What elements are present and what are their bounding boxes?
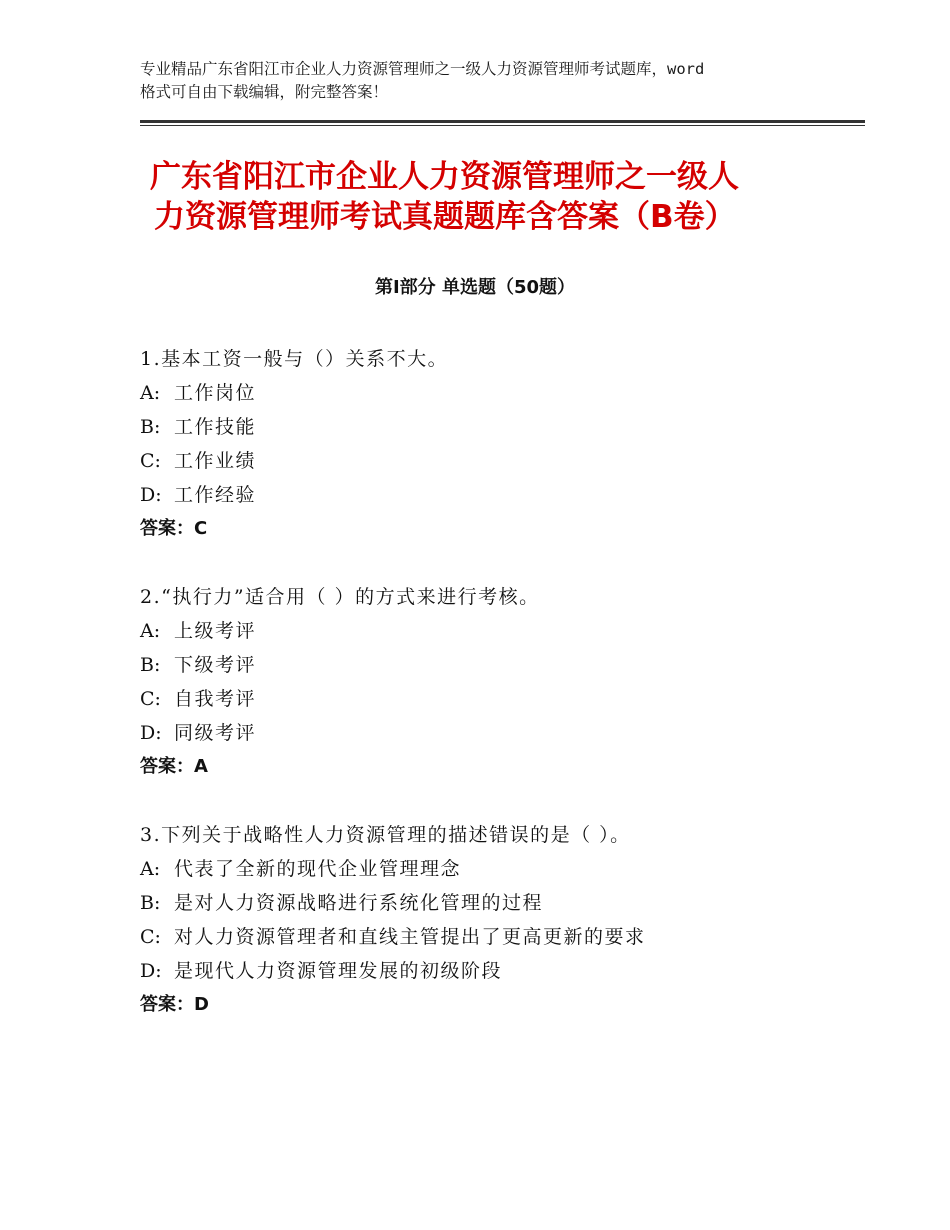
question-3 <box>140 818 880 1022</box>
option-label: D: <box>140 960 162 982</box>
option-d <box>140 716 880 750</box>
option-label: D: <box>140 484 162 506</box>
option-label: B: <box>140 416 161 438</box>
answer-line: 答案：D <box>140 994 209 1015</box>
document-title-line-2: 力资源管理师考试真题题库含答案（B卷） <box>154 199 736 235</box>
option-c <box>140 920 880 954</box>
option-b <box>140 648 880 682</box>
option-text: 是现代人力资源管理发展的初级阶段 <box>174 960 503 982</box>
header-divider-thick <box>140 120 865 123</box>
option-d <box>140 478 880 512</box>
option-label: C: <box>140 926 161 948</box>
option-label: B: <box>140 654 161 676</box>
option-text: 工作岗位 <box>174 382 257 404</box>
option-text: 工作业绩 <box>174 450 257 472</box>
option-text: 代表了全新的现代企业管理理念 <box>174 858 462 880</box>
option-label: C: <box>140 688 161 710</box>
option-label: B: <box>140 892 161 914</box>
question-stem: 1.基本工资一般与（）关系不大。 <box>140 348 449 370</box>
option-text: 下级考评 <box>174 654 257 676</box>
option-text: 是对人力资源战略进行系统化管理的过程 <box>174 892 544 914</box>
question-stem: 3.下列关于战略性人力资源管理的描述错误的是（ ）。 <box>140 824 631 846</box>
option-d <box>140 954 880 988</box>
header-note <box>140 58 840 104</box>
question-2 <box>140 580 880 784</box>
option-a <box>140 614 880 648</box>
header-divider-thin <box>140 125 865 126</box>
option-a <box>140 376 880 410</box>
option-text: 同级考评 <box>174 722 257 744</box>
document-title-line-1: 广东省阳江市企业人力资源管理师之一级人 <box>150 159 739 195</box>
section-heading: 第Ⅰ部分 单选题（50题） <box>374 277 575 298</box>
option-text: 工作技能 <box>174 416 257 438</box>
option-text: 上级考评 <box>174 620 257 642</box>
option-label: A: <box>140 620 161 642</box>
option-c <box>140 682 880 716</box>
option-text: 自我考评 <box>174 688 257 710</box>
option-c <box>140 444 880 478</box>
answer-line: 答案：A <box>140 756 208 777</box>
option-label: A: <box>140 858 161 880</box>
question-1 <box>140 342 880 546</box>
answer-line: 答案：C <box>140 518 208 539</box>
option-a <box>140 852 880 886</box>
question-stem: 2.“执行力”适合用（ ）的方式来进行考核。 <box>140 586 540 608</box>
option-b <box>140 410 880 444</box>
question-list <box>140 342 880 1056</box>
option-text: 工作经验 <box>174 484 257 506</box>
option-text: 对人力资源管理者和直线主管提出了更高更新的要求 <box>174 926 646 948</box>
option-label: A: <box>140 382 161 404</box>
header-note-line-2: 格式可自由下载编辑，附完整答案！ <box>140 83 389 101</box>
option-b <box>140 886 880 920</box>
header-note-line-1: 专业精品广东省阳江市企业人力资源管理师之一级人力资源管理师考试题库，word <box>140 60 705 78</box>
document-title <box>150 157 850 237</box>
option-label: D: <box>140 722 162 744</box>
option-label: C: <box>140 450 161 472</box>
